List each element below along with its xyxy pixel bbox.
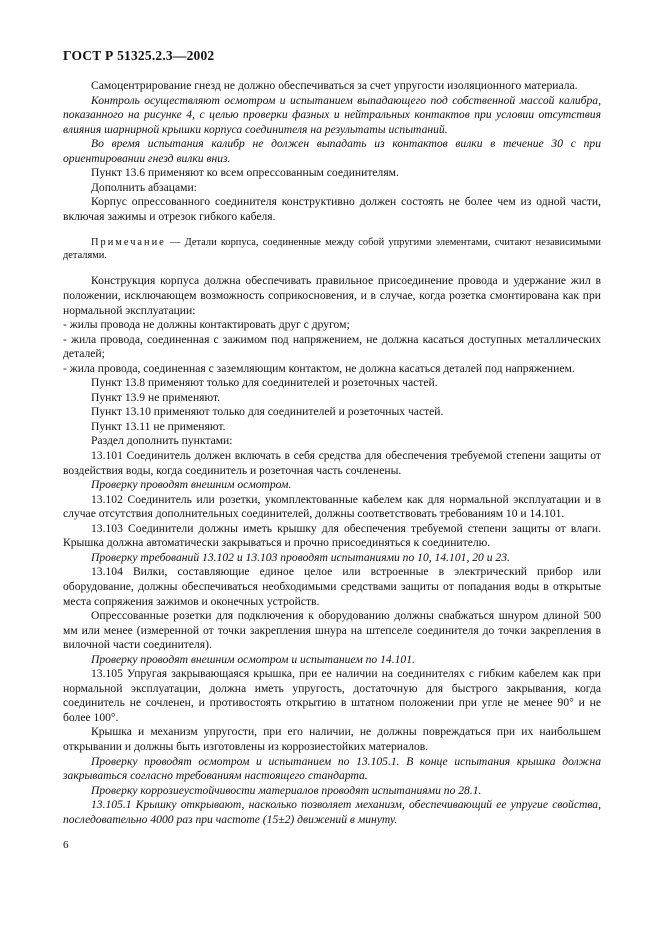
paragraph: Дополнить абзацами:: [91, 180, 197, 194]
paragraph: 13.105 Упругая закрывающаяся крышка, при ее наличии на соединителях с гибким кабелем как при нормальной эксплуатации, должна иметь упругость, достаточную для быстрого закрывания, когда соединитель не сочленен, и противостоять открытию в штатном положении при угле не менее 90° и не более 100°.: [63, 667, 601, 724]
paragraph: 13.102 Соединитель или розетки, укомплектованные кабелем как для нормальной эксплуатации и в случае отсутствия дополнительных соединителей, должны соответствовать требованиям 10 и 14.101.: [63, 492, 601, 521]
page-number: 6: [63, 839, 69, 851]
paragraph: 13.103 Соединители должны иметь крышку для обеспечения требуемой степени защиты от влаги. Крышка должна автоматически закрываться и прочно присоединяться к соединителю.: [63, 521, 601, 550]
paragraph: Опрессованные розетки для подключения к оборудованию должны снабжаться шнуром длиной 500 мм или менее (измеренной от точки закрепления шнура на штепселе соединителя до точки закрепления в вилочной части соединителя).: [63, 609, 601, 652]
list-item: - жила провода, соединенная с заземляющим контактом, не должна касаться деталей под напряжением.: [63, 361, 575, 375]
paragraph: Проверку требований 13.102 и 13.103 проводят испытаниями по 10, 14.101, 20 и 23.: [91, 550, 510, 564]
paragraph: Пункт 13.8 применяют только для соединителей и розеточных частей.: [91, 376, 438, 390]
list-item: - жила провода, соединенная с зажимом под напряжением, не должна касаться доступных металлических деталей;: [63, 332, 601, 361]
document-header: ГОСТ Р 51325.2.3—2002: [63, 48, 215, 63]
paragraph: Проверку проводят внешним осмотром и испытанием по 14.101.: [91, 652, 415, 666]
paragraph: Раздел дополнить пунктами:: [91, 434, 233, 448]
paragraph: 13.104 Вилки, составляющие единое целое или встроенные в электрический прибор или оборудование, должны обеспечиваться необходимыми средствами защиты от попадания воды в открытые места сопряжения зажимов и оконечных устройств.: [63, 565, 601, 608]
paragraph: Пункт 13.6 применяют ко всем опрессованным соединителям.: [91, 166, 399, 180]
paragraph: Во время испытания калибр не должен выпадать из контактов вилки в течение 30 с при ориентировании гнезд вилки вниз.: [63, 137, 601, 165]
paragraph: Проверку проводят внешним осмотром.: [91, 478, 292, 492]
note-label: Примечание: [91, 237, 166, 249]
note-paragraph: [63, 236, 601, 262]
paragraph: Проверку проводят осмотром и испытанием по 13.105.1. В конце испытания крышка должна закрываться согласно требованиям настоящего стандарта.: [63, 754, 601, 783]
paragraph: Контроль осуществляют осмотром и испытанием выпадающего под собственной массой калибра, показанного на рисунке 4, с целью проверки фазных и нейтральных контактов при условии отсутствия влияния шарнирной крышки корпуса соединителя на результаты испытаний.: [63, 93, 601, 136]
paragraph: 13.105.1 Крышку открывают, насколько позволяет механизм, обеспечивающий ее упругие свойства, последовательно 4000 раз при частоте (15±2) движений в минуту.: [63, 798, 601, 826]
paragraph-group-2: [63, 274, 601, 827]
paragraph: Пункт 13.9 не применяют.: [91, 390, 221, 404]
paragraph: Пункт 13.10 применяют только для соединителей и розеточных частей.: [91, 405, 444, 419]
document-body: [63, 79, 601, 827]
paragraph: Корпус опрессованного соединителя конструктивно должен состоять не более чем из одной части, включая зажимы и отрезок гибкого кабеля.: [63, 195, 601, 223]
paragraph: 13.101 Соединитель должен включать в себя средства для обеспечения требуемой степени защиты от воздействия воды, когда соединитель и розеточная часть сочленены.: [63, 449, 601, 477]
paragraph: Проверку коррозиеустойчивости материалов проводят испытаниями по 28.1.: [91, 783, 482, 797]
paragraph: Пункт 13.11 не применяют.: [91, 419, 226, 433]
paragraph: Конструкция корпуса должна обеспечивать правильное присоединение провода и удержание жил в положении, исключающем возможность соприкосновения, и в случае, когда розетка смонтирована как при нормальной эксплуатации:: [63, 274, 601, 317]
paragraph: Самоцентрирование гнезд не должно обеспечиваться за счет упругости изоляционного материала.: [91, 79, 578, 92]
list-item: - жилы провода не должны контактировать друг с другом;: [63, 318, 350, 332]
note-text: — Детали корпуса, соединенные между собой упругими элементами, считают независимыми деталями.: [63, 237, 601, 262]
paragraph: Крышка и механизм упругости, при его наличии, не должны повреждаться при их наибольшем открывании и должны быть изготовлены из коррозиестойких материалов.: [63, 725, 601, 753]
paragraph-group-1: [63, 79, 601, 224]
